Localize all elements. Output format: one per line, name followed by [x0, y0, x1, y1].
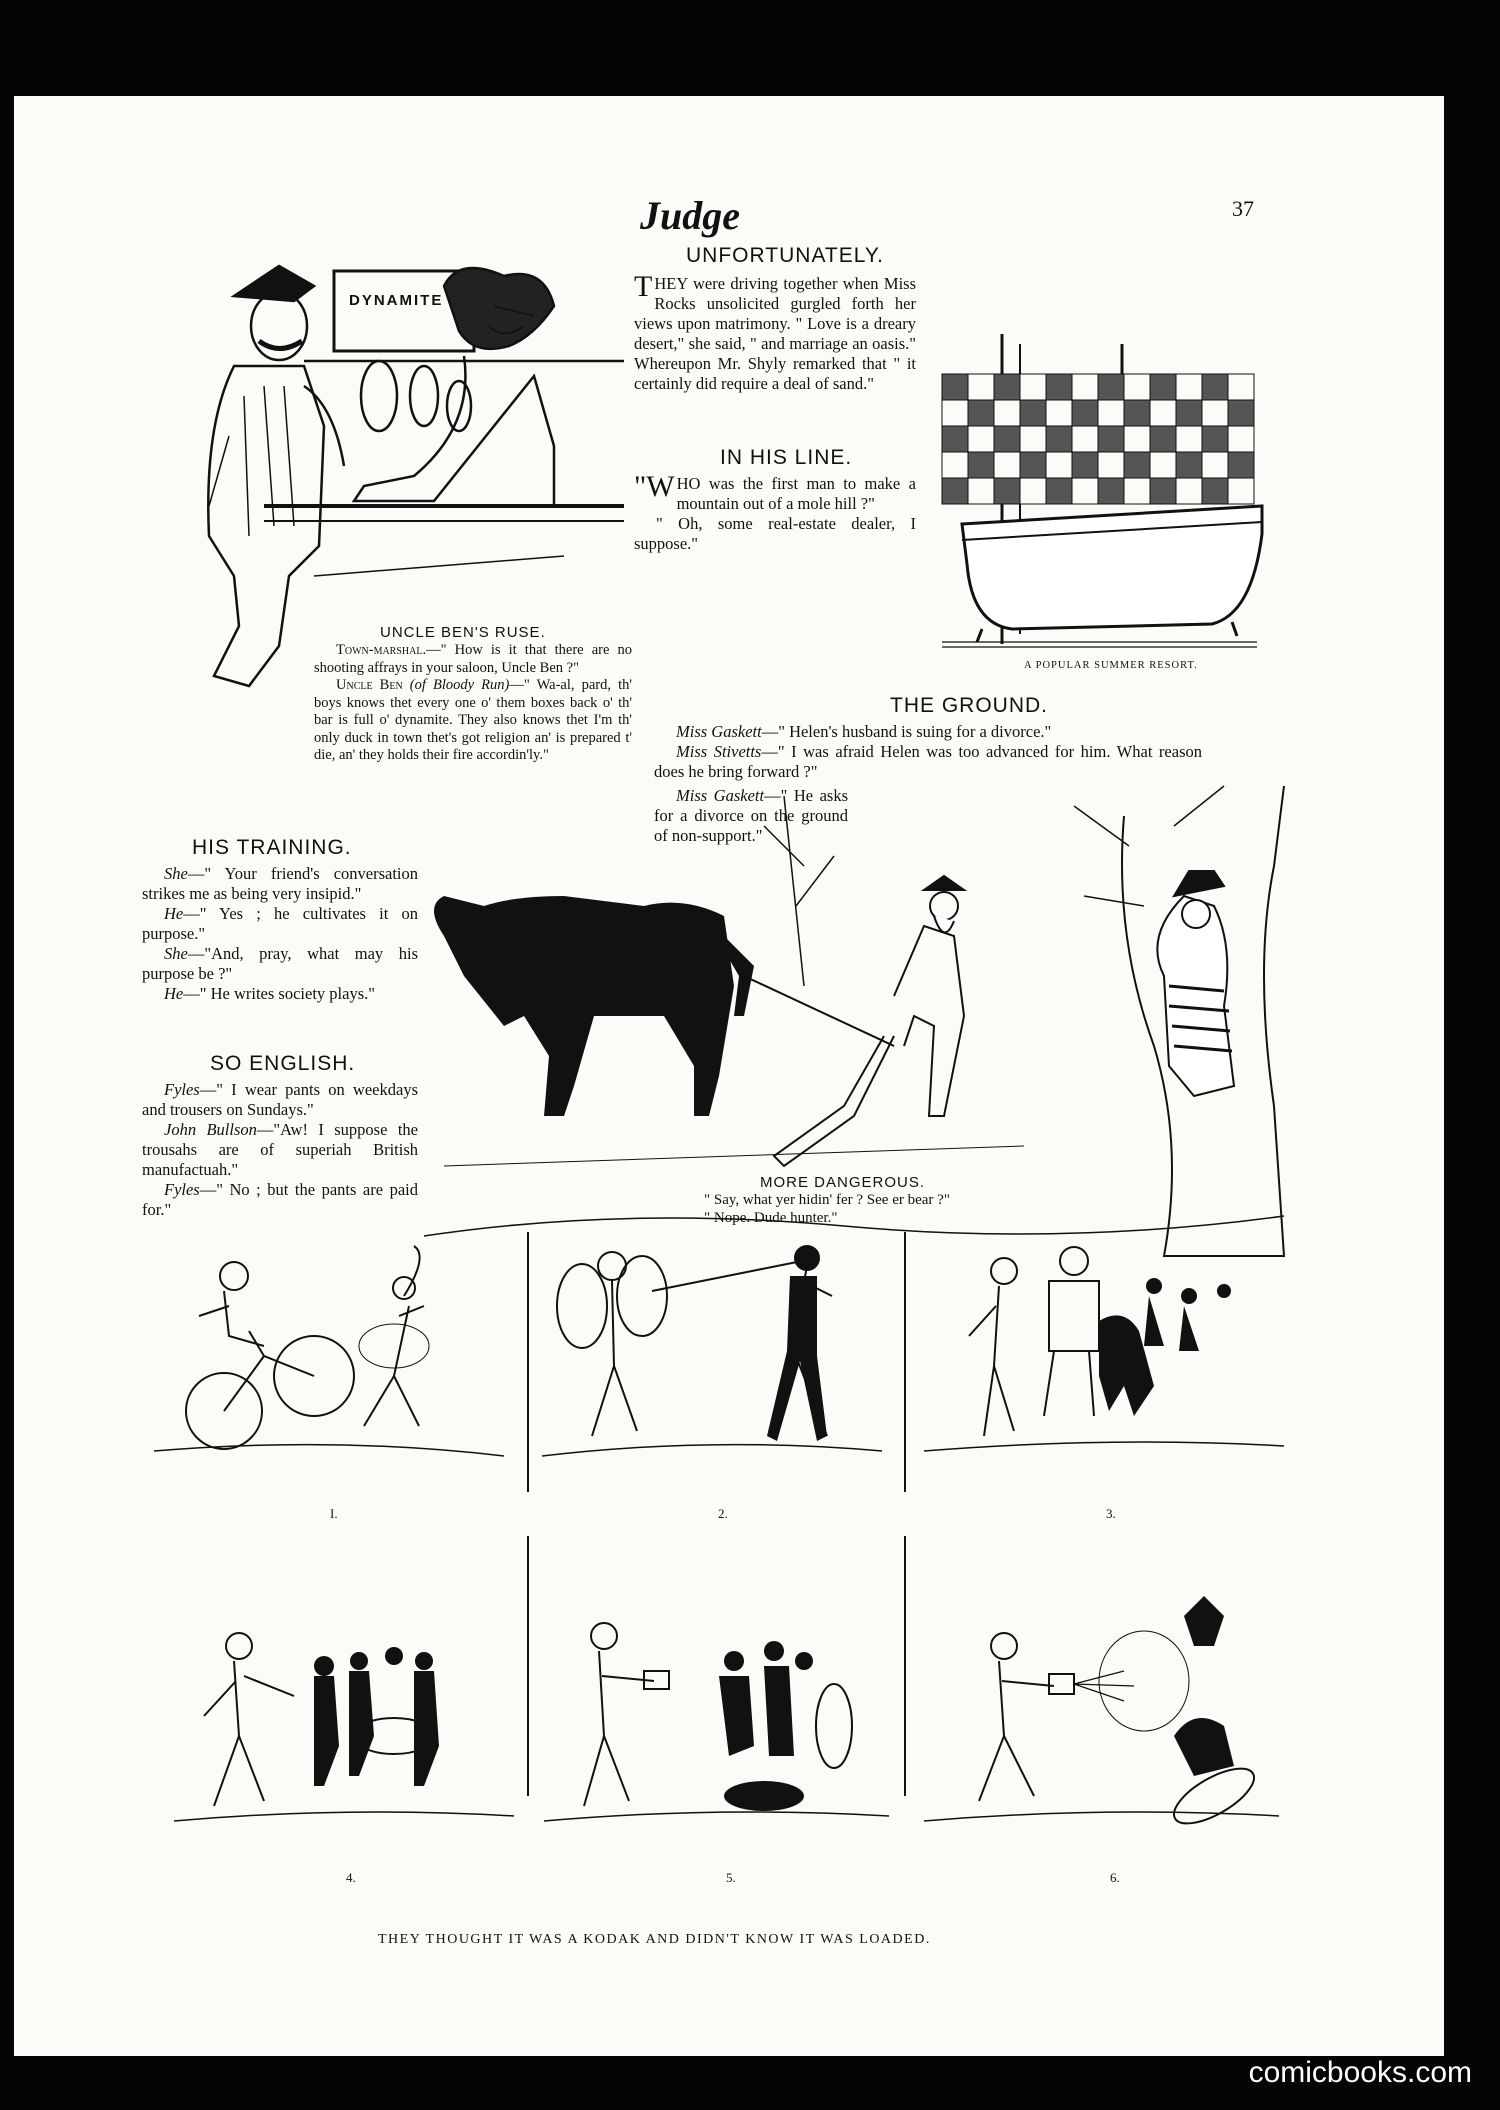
tile [1228, 400, 1254, 426]
tile [968, 400, 994, 426]
tile [1150, 426, 1176, 452]
uncle-ben-origin: (of Bloody Run) [409, 677, 510, 693]
unfortunately-body: HEY were driving together when Miss Rocks unsolicited gurgled forth her views upon matrimony. " Love is a dreary desert," she said, " and marriage an oasis." Whereupon Mr. Shyly remarked that " it certainly did require a deal of sand." [634, 274, 916, 393]
tile [1020, 478, 1046, 504]
tile [1124, 400, 1150, 426]
tile [1046, 400, 1072, 426]
he-label-2: He [164, 984, 184, 1003]
tile [942, 400, 968, 426]
tile [1020, 452, 1046, 478]
gaskett-quote-1: —" Helen's husband is suing for a divorce." [761, 722, 1052, 741]
strip-panel-5 [544, 1606, 894, 1856]
tile [994, 478, 1020, 504]
tile [942, 478, 968, 504]
tile [1202, 374, 1228, 400]
tile [1150, 374, 1176, 400]
tile [1150, 400, 1176, 426]
magazine-page [14, 96, 1444, 2056]
tile [1072, 478, 1098, 504]
tile [1098, 452, 1124, 478]
the-ground-text [654, 722, 1202, 782]
page-number: 37 [1232, 196, 1254, 221]
tile [1176, 478, 1202, 504]
in-his-line-text [634, 470, 916, 554]
dynamite-sign: DYNAMITE [349, 292, 444, 309]
masthead-title: Judge [640, 193, 740, 238]
gaskett-label-2: Miss Gaskett [676, 786, 765, 805]
bathtub-illustration [932, 244, 1277, 654]
fyles-quote-2: —" No ; but the pants are paid for." [142, 1180, 418, 1219]
resort-caption: A POPULAR SUMMER RESORT. [1024, 660, 1198, 671]
fyles-label-1: Fyles [164, 1080, 200, 1099]
fyles-label-2: Fyles [164, 1180, 200, 1199]
tile [1046, 478, 1072, 504]
tile [1202, 400, 1228, 426]
panel-label-4: 4. [346, 1870, 356, 1885]
tile [1150, 478, 1176, 504]
tile [968, 374, 994, 400]
tile [1098, 426, 1124, 452]
he-quote-1: —" Yes ; he cultivates it on purpose." [142, 904, 418, 943]
uncle-ben-label: Uncle Ben [336, 677, 403, 693]
tile [1202, 426, 1228, 452]
checkered-tile-wall [942, 374, 1254, 504]
in-his-line-question: HO was the first man to make a mountain out of a mole hill ?" [676, 474, 916, 513]
panel-label-5: 5. [726, 1870, 736, 1885]
tile [1046, 452, 1072, 478]
he-quote-2: —" He writes society plays." [183, 984, 375, 1003]
tile [1046, 374, 1072, 400]
tile [994, 426, 1020, 452]
the-ground-title: THE GROUND. [890, 694, 1048, 717]
unfortunately-title: UNFORTUNATELY. [686, 244, 884, 267]
panel-label-1: I. [330, 1506, 338, 1521]
tile [994, 400, 1020, 426]
strip-divider-4 [904, 1536, 906, 1796]
tile [1124, 452, 1150, 478]
tile [942, 374, 968, 400]
strip-panel-1 [154, 1236, 514, 1496]
tile [1072, 452, 1098, 478]
tile [1020, 426, 1046, 452]
bullson-label: John Bullson [164, 1120, 257, 1139]
in-his-line-title: IN HIS LINE. [720, 446, 853, 469]
she-quote-2: —"And, pray, what may his purpose be ?" [142, 944, 418, 983]
she-label-1: She [164, 864, 188, 883]
bullson-quote: —"Aw! I suppose the trousahs are of superiah British manufactuah." [142, 1120, 418, 1179]
town-marshal-label: Town-marshal. [336, 642, 427, 658]
more-dangerous-line-2: " Nope. Dude hunter." [704, 1210, 838, 1226]
town-marshal-quote: —" How is it that there are no shooting affrays in your saloon, Uncle Ben ?" [314, 642, 632, 676]
tile [1020, 400, 1046, 426]
tile [1072, 400, 1098, 426]
panel-label-2: 2. [718, 1506, 728, 1521]
tile [1150, 452, 1176, 478]
panel-label-3: 3. [1106, 1506, 1116, 1521]
strip-divider-2 [904, 1232, 906, 1492]
strip-divider-3 [527, 1536, 529, 1796]
tile [1124, 478, 1150, 504]
uncle-ben-quote: —" Wa-al, pard, th' boys knows thet every one o' them boxes back o' th' bar is full o' dynamite. They also knows thet I'm th' only duck in town thet's got religion an' is prepared t' die, an' they holds their fire accordin'ly." [314, 677, 632, 763]
tile [1176, 452, 1202, 478]
tile [1228, 478, 1254, 504]
tile [1124, 374, 1150, 400]
so-english-text [142, 1080, 418, 1220]
more-dangerous-title: MORE DANGEROUS. [760, 1174, 926, 1191]
tile [1228, 426, 1254, 452]
tile [968, 426, 994, 452]
tile [1098, 400, 1124, 426]
strip-panel-2 [542, 1236, 892, 1496]
tile [1098, 478, 1124, 504]
unfortunately-text [634, 270, 916, 394]
tile [942, 452, 968, 478]
tile [1124, 426, 1150, 452]
so-english-title: SO ENGLISH. [210, 1052, 356, 1075]
tile [968, 452, 994, 478]
in-his-line-answer: " Oh, some real-estate dealer, I suppose." [634, 514, 916, 553]
uncle-ben-text [314, 642, 632, 765]
in-his-line-dropcap: "W [634, 470, 675, 503]
tile [1046, 426, 1072, 452]
stivetts-quote: —" I was afraid Helen was too advanced for him. What reason does he bring forward ?" [654, 742, 1202, 781]
strip-divider-1 [527, 1232, 529, 1492]
fyles-quote-1: —" I wear pants on weekdays and trousers on Sundays." [142, 1080, 418, 1119]
tile [942, 426, 968, 452]
she-label-2: She [164, 944, 188, 963]
tile [994, 452, 1020, 478]
strip-panel-3 [924, 1236, 1294, 1496]
strip-caption: THEY THOUGHT IT WAS A KODAK AND DIDN'T KNOW IT WAS LOADED. [378, 1932, 931, 1947]
uncle-ben-title: UNCLE BEN'S RUSE. [380, 624, 546, 641]
tile [1176, 426, 1202, 452]
he-label-1: He [164, 904, 184, 923]
strip-panel-4 [174, 1606, 519, 1856]
tile [1202, 452, 1228, 478]
unfortunately-dropcap: T [634, 270, 653, 303]
gaskett-quote-2: —" He asks for a divorce on the ground of non-support." [654, 786, 849, 845]
tile [968, 478, 994, 504]
tile [1202, 478, 1228, 504]
tile [994, 374, 1020, 400]
gaskett-label-1: Miss Gaskett [676, 722, 762, 741]
his-training-title: HIS TRAINING. [192, 836, 352, 859]
site-watermark: comicbooks.com [1248, 2056, 1472, 2089]
tile [1072, 426, 1098, 452]
stivetts-label: Miss Stivetts [676, 742, 762, 761]
tile [1020, 374, 1046, 400]
tile [1072, 374, 1098, 400]
tile [1228, 452, 1254, 478]
tile [1176, 400, 1202, 426]
panel-label-6: 6. [1110, 1870, 1120, 1885]
she-quote-1: —" Your friend's conversation strikes me as being very insipid." [142, 864, 418, 903]
more-dangerous-line-1: " Say, what yer hidin' fer ? See er bear ?" [704, 1192, 950, 1208]
tile [1228, 374, 1254, 400]
tile [1176, 374, 1202, 400]
strip-panel-6 [924, 1586, 1284, 1856]
tile [1098, 374, 1124, 400]
his-training-text [142, 864, 418, 1004]
